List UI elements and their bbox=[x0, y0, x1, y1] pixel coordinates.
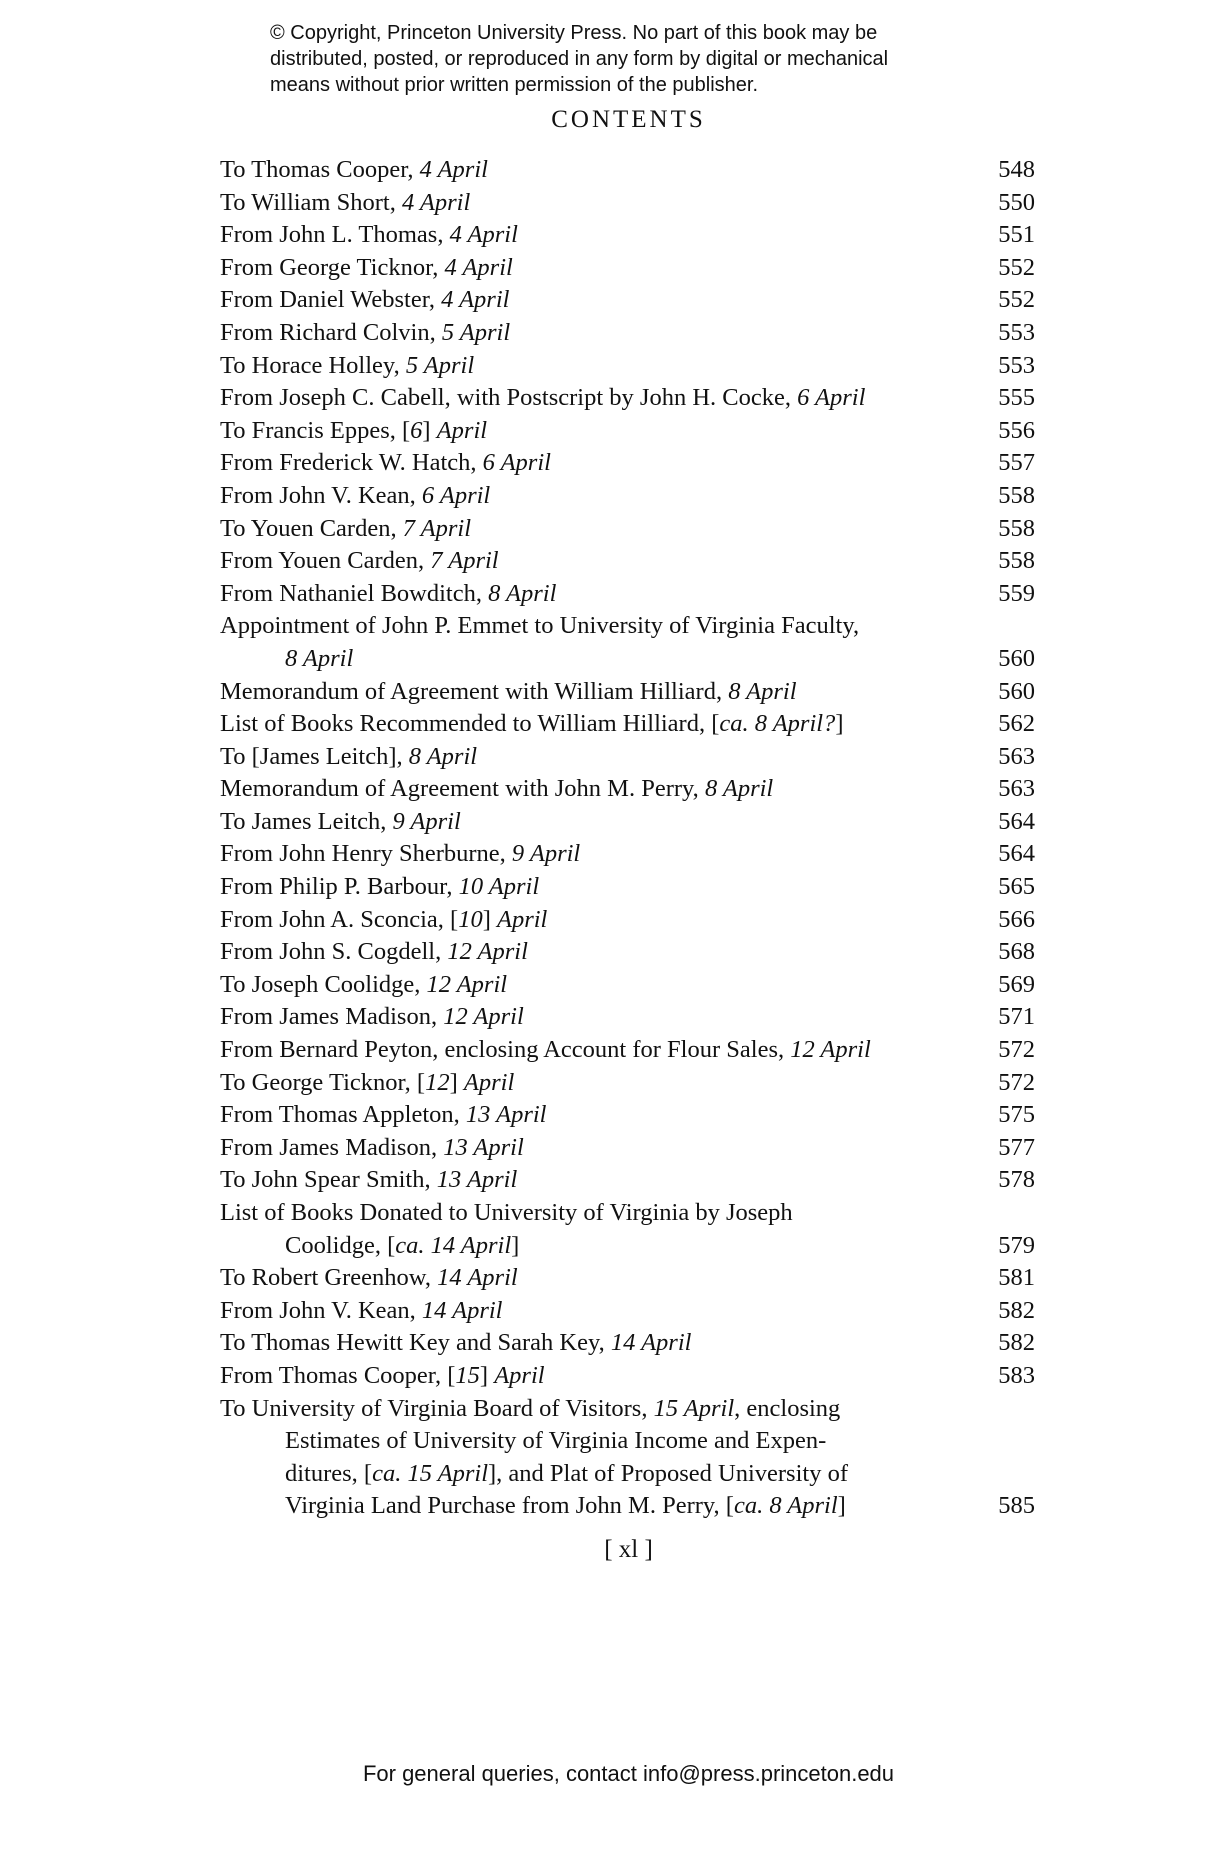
toc-entry-page: 578 bbox=[998, 1166, 1035, 1194]
toc-entry bbox=[220, 415, 1035, 448]
toc-entry-text: ] bbox=[837, 1492, 846, 1520]
toc-entry-text: Memorandum of Agreement with John M. Perry, bbox=[220, 775, 705, 803]
toc-entry-page: 582 bbox=[998, 1329, 1035, 1357]
toc-entry-text: , enclosing bbox=[734, 1394, 841, 1422]
toc-entry-text: To University of Virginia Board of Visitors, bbox=[220, 1394, 654, 1422]
toc-entry-date: 8 April bbox=[285, 644, 354, 672]
toc-entry bbox=[220, 969, 1035, 1002]
toc-entry-title bbox=[220, 643, 353, 676]
toc-entry-line bbox=[220, 610, 1035, 643]
toc-entry-title bbox=[220, 154, 488, 187]
toc-entry-date: 8 April bbox=[704, 775, 774, 803]
toc-entry bbox=[220, 741, 1035, 774]
toc-entry-text: To William Short, bbox=[220, 188, 402, 216]
toc-entry-date: 8 April bbox=[408, 742, 478, 770]
toc-entry bbox=[220, 806, 1035, 839]
toc-entry-title bbox=[220, 1001, 524, 1034]
toc-entry-page: 563 bbox=[998, 775, 1035, 803]
toc-entry-page: 568 bbox=[998, 938, 1035, 966]
toc-entry-text: Estimates of University of Virginia Income and Expen- bbox=[285, 1427, 827, 1455]
toc-entry-text: From Nathaniel Bowditch, bbox=[220, 579, 489, 607]
toc-entry-page: 560 bbox=[998, 644, 1035, 672]
toc-entry-date: ca. 8 April? bbox=[719, 710, 836, 738]
toc-entry-page: 572 bbox=[998, 1068, 1035, 1096]
toc-entry-page: 559 bbox=[998, 579, 1035, 607]
toc-entry-line bbox=[220, 806, 1035, 839]
toc-entry bbox=[220, 1262, 1035, 1295]
copyright-line: © Copyright, Princeton University Press. No part of this book may be bbox=[270, 22, 878, 44]
toc-entry-title bbox=[220, 1458, 848, 1491]
toc-entry-title bbox=[220, 708, 843, 741]
toc-entry-date: 12 April bbox=[426, 970, 508, 998]
toc-entry-page: 558 bbox=[998, 514, 1035, 542]
toc-entry-line bbox=[220, 317, 1035, 350]
toc-entry-title bbox=[220, 1034, 871, 1067]
toc-entry-page: 577 bbox=[998, 1133, 1035, 1161]
toc-entry-page: 563 bbox=[998, 742, 1035, 770]
toc-entry-date: 12 April bbox=[447, 938, 528, 966]
toc-entry-text: ] bbox=[482, 905, 497, 933]
toc-entry-title bbox=[220, 317, 510, 350]
toc-entry-text: To Joseph Coolidge, bbox=[220, 970, 427, 998]
toc-entry-date: 10 bbox=[458, 905, 483, 933]
toc-entry-title bbox=[220, 1067, 514, 1100]
toc-entry-page: 565 bbox=[998, 873, 1035, 901]
toc-entry-date: 6 April bbox=[482, 449, 551, 477]
toc-entry-line bbox=[220, 643, 1035, 676]
toc-entry-date: 13 April bbox=[465, 1101, 547, 1129]
toc-entry bbox=[220, 480, 1035, 513]
toc-entry-date: ca. 15 April bbox=[372, 1459, 489, 1487]
toc-entry-line bbox=[220, 1327, 1035, 1360]
toc-entry-date: 14 April bbox=[421, 1296, 503, 1324]
toc-entry-line bbox=[220, 1393, 1035, 1426]
toc-entry-text: To John Spear Smith, bbox=[220, 1166, 437, 1194]
toc-entry bbox=[220, 252, 1035, 285]
toc-entry bbox=[220, 708, 1035, 741]
toc-entry bbox=[220, 1034, 1035, 1067]
toc-entry-date: 7 April bbox=[402, 514, 472, 542]
toc-entry-date: 5 April bbox=[405, 351, 475, 379]
toc-entry-page: 555 bbox=[998, 384, 1035, 412]
toc-entry-line bbox=[220, 708, 1035, 741]
toc-entry bbox=[220, 219, 1035, 252]
toc-entry-date: 12 bbox=[425, 1068, 450, 1096]
toc-entry-text: To Youen Carden, bbox=[220, 514, 403, 542]
toc-entry bbox=[220, 904, 1035, 937]
toc-entry-title bbox=[220, 1132, 524, 1165]
toc-entry-line bbox=[220, 838, 1035, 871]
toc-entry-page: 575 bbox=[998, 1101, 1035, 1129]
toc-entry-line bbox=[220, 1001, 1035, 1034]
toc-entry-title bbox=[220, 284, 509, 317]
toc-entry-text: Coolidge, [ bbox=[285, 1231, 396, 1259]
toc-entry-line bbox=[220, 480, 1035, 513]
toc-entry-title bbox=[220, 969, 507, 1002]
toc-entry-text: From John Henry Sherburne, bbox=[220, 840, 512, 868]
toc-entry-date: 7 April bbox=[430, 547, 499, 575]
toc-entry bbox=[220, 284, 1035, 317]
toc-entry-date: 6 April bbox=[421, 481, 491, 509]
toc-entry-date: ca. 8 April bbox=[733, 1492, 838, 1520]
toc-entry-title bbox=[220, 1295, 502, 1328]
toc-entry-text: List of Books Donated to University of Virginia by Joseph bbox=[220, 1199, 793, 1226]
toc-entry-text: ], and Plat of Proposed University of bbox=[488, 1459, 848, 1487]
toc-entry-date: ca. 14 April bbox=[395, 1231, 512, 1259]
toc-entry-title bbox=[220, 871, 539, 904]
toc-entry-line bbox=[220, 1295, 1035, 1328]
toc-entry-line bbox=[220, 904, 1035, 937]
toc-entry-date: 15 bbox=[455, 1361, 480, 1389]
toc-entry-date: 15 April bbox=[653, 1394, 735, 1422]
toc-entry bbox=[220, 350, 1035, 383]
toc-entry-date: 12 April bbox=[790, 1036, 871, 1064]
toc-entry-page: 582 bbox=[998, 1296, 1035, 1324]
toc-entry-page: 583 bbox=[998, 1361, 1035, 1389]
toc-entry-date: 4 April bbox=[419, 156, 488, 183]
toc-entry-line bbox=[220, 187, 1035, 220]
toc-entry-text: From John V. Kean, bbox=[220, 481, 422, 509]
toc-entry-page: 579 bbox=[998, 1231, 1035, 1259]
toc-entry-date: 4 April bbox=[441, 286, 510, 314]
toc-entry-page: 553 bbox=[998, 318, 1035, 346]
toc-entry-line bbox=[220, 513, 1035, 546]
toc-entry-title bbox=[220, 350, 474, 383]
toc-entry bbox=[220, 838, 1035, 871]
toc-entry-line bbox=[220, 936, 1035, 969]
toc-entry-page: 553 bbox=[998, 351, 1035, 379]
toc-entry-title bbox=[220, 1230, 519, 1263]
toc-entry-line bbox=[220, 415, 1035, 448]
toc-entry-date: 4 April bbox=[449, 221, 518, 249]
toc-entry bbox=[220, 1001, 1035, 1034]
toc-entry-text: ] bbox=[422, 416, 437, 444]
toc-entry-page: 562 bbox=[998, 710, 1035, 738]
toc-entry-line bbox=[220, 545, 1035, 578]
toc-entry-page: 552 bbox=[998, 253, 1035, 281]
toc-entry-date: 10 April bbox=[458, 873, 540, 901]
toc-entry bbox=[220, 676, 1035, 709]
toc-entry-text: From Thomas Appleton, bbox=[220, 1101, 466, 1129]
toc-entry-title bbox=[220, 480, 490, 513]
toc-entry-line bbox=[220, 1197, 1035, 1230]
toc-entry-date: 8 April bbox=[728, 677, 797, 705]
toc-entry-page: 564 bbox=[998, 807, 1035, 835]
toc-entry-page: 550 bbox=[998, 188, 1035, 216]
toc-entry bbox=[220, 154, 1035, 187]
toc-entry-text: From Frederick W. Hatch, bbox=[220, 449, 483, 477]
toc-entry bbox=[220, 610, 1035, 675]
toc-entry bbox=[220, 1360, 1035, 1393]
toc-entry-line bbox=[220, 1425, 1035, 1458]
toc-entry-date: 9 April bbox=[392, 807, 461, 835]
toc-entry-line bbox=[220, 969, 1035, 1002]
toc-entry-text: Appointment of John P. Emmet to University of Virginia Faculty, bbox=[220, 612, 860, 640]
toc-entry bbox=[220, 447, 1035, 480]
toc-entry-page: 556 bbox=[998, 416, 1035, 444]
toc-entry-text: From George Ticknor, bbox=[220, 253, 445, 281]
toc-entry-date: 5 April bbox=[441, 318, 511, 346]
toc-entry-line bbox=[220, 578, 1035, 611]
toc-entry bbox=[220, 513, 1035, 546]
toc-entry-title bbox=[220, 1197, 793, 1230]
toc-entry-date: April bbox=[494, 1361, 545, 1389]
toc-entry-line bbox=[220, 1099, 1035, 1132]
toc-entry-text: To Thomas Hewitt Key and Sarah Key, bbox=[220, 1329, 611, 1357]
toc-entry-title bbox=[220, 1327, 691, 1360]
toc-entry-page: 558 bbox=[998, 547, 1035, 575]
toc-entry-title bbox=[220, 187, 470, 220]
toc-entry-date: 4 April bbox=[401, 188, 471, 216]
toc-entry-page: 548 bbox=[998, 156, 1035, 183]
toc-entry-text: From James Madison, bbox=[220, 1133, 444, 1161]
toc-entry-title bbox=[220, 513, 471, 546]
toc-entry-title bbox=[220, 219, 518, 252]
toc-entry bbox=[220, 773, 1035, 806]
toc-entry-text: From Richard Colvin, bbox=[220, 318, 442, 346]
toc-entry-text: List of Books Recommended to William Hilliard, [ bbox=[220, 710, 720, 738]
toc-entry-line bbox=[220, 1458, 1035, 1491]
toc-entry bbox=[220, 1132, 1035, 1165]
toc-entry-text: ] bbox=[449, 1068, 464, 1096]
toc-entry-line bbox=[220, 1132, 1035, 1165]
toc-entry-page: 572 bbox=[998, 1036, 1035, 1064]
toc-entry-line bbox=[220, 773, 1035, 806]
toc-entry bbox=[220, 187, 1035, 220]
toc-entry-title bbox=[220, 382, 865, 415]
toc-entry-title bbox=[220, 1262, 518, 1295]
toc-entry-title bbox=[220, 578, 556, 611]
toc-entry-text: From Joseph C. Cabell, with Postscript by John H. Cocke, bbox=[220, 384, 798, 412]
toc-entry-page: 558 bbox=[998, 481, 1035, 509]
toc-entry-title bbox=[220, 904, 547, 937]
toc-entry-line bbox=[220, 219, 1035, 252]
table-of-contents bbox=[220, 154, 1035, 1523]
toc-entry-text: To George Ticknor, [ bbox=[220, 1068, 426, 1096]
toc-entry-line bbox=[220, 350, 1035, 383]
toc-entry-text: ] bbox=[835, 710, 844, 738]
toc-entry-text: From James Madison, bbox=[220, 1003, 444, 1031]
toc-entry-text: ditures, [ bbox=[285, 1459, 373, 1487]
toc-entry-line bbox=[220, 1067, 1035, 1100]
page-title: CONTENTS bbox=[551, 106, 706, 133]
toc-entry-line bbox=[220, 871, 1035, 904]
toc-entry bbox=[220, 382, 1035, 415]
toc-entry-title bbox=[220, 1164, 517, 1197]
toc-entry bbox=[220, 1099, 1035, 1132]
toc-entry-text: From John A. Sconcia, [ bbox=[220, 905, 459, 933]
toc-entry-text: To James Leitch, bbox=[220, 807, 393, 835]
toc-entry-text: From John S. Cogdell, bbox=[220, 938, 448, 966]
toc-entry bbox=[220, 1067, 1035, 1100]
copyright-line: means without prior written permission of the publisher. bbox=[270, 74, 759, 96]
toc-entry-page: 551 bbox=[998, 221, 1035, 249]
toc-entry-title bbox=[220, 1425, 826, 1458]
toc-entry bbox=[220, 936, 1035, 969]
toc-entry bbox=[220, 1295, 1035, 1328]
toc-entry bbox=[220, 578, 1035, 611]
copyright-line: distributed, posted, or reproduced in any form by digital or mechanical bbox=[270, 48, 889, 70]
toc-entry-title bbox=[220, 610, 859, 643]
toc-entry-line bbox=[220, 1360, 1035, 1393]
toc-entry-title bbox=[220, 1490, 846, 1523]
toc-entry-text: ] bbox=[511, 1231, 520, 1259]
toc-entry-line bbox=[220, 741, 1035, 774]
toc-entry-line bbox=[220, 1164, 1035, 1197]
toc-entry-text: Virginia Land Purchase from John M. Perry, [ bbox=[285, 1492, 734, 1520]
toc-entry-date: 4 April bbox=[444, 253, 513, 281]
toc-entry-date: 6 April bbox=[797, 384, 866, 412]
toc-entry-text: From Bernard Peyton, enclosing Account for Flour Sales, bbox=[220, 1036, 791, 1064]
toc-entry-page: 585 bbox=[998, 1492, 1035, 1520]
toc-entry-title bbox=[220, 415, 487, 448]
toc-entry-title bbox=[220, 1393, 840, 1426]
toc-entry-text: From John V. Kean, bbox=[220, 1296, 422, 1324]
toc-entry-text: Memorandum of Agreement with William Hilliard, bbox=[220, 677, 729, 705]
toc-entry-date: 13 April bbox=[436, 1166, 518, 1194]
page-number: [ xl ] bbox=[604, 1536, 653, 1563]
toc-entry-text: From Philip P. Barbour, bbox=[220, 873, 459, 901]
toc-entry-page: 560 bbox=[998, 677, 1035, 705]
toc-entry-date: 12 April bbox=[443, 1003, 524, 1031]
toc-entry-line bbox=[220, 284, 1035, 317]
toc-entry-date: 9 April bbox=[511, 840, 581, 868]
toc-entry-title bbox=[220, 545, 499, 578]
toc-entry bbox=[220, 1393, 1035, 1523]
toc-entry-line bbox=[220, 382, 1035, 415]
footer-contact: For general queries, contact info@press.princeton.edu bbox=[362, 1761, 895, 1786]
toc-entry-title bbox=[220, 447, 551, 480]
toc-entry-page: 581 bbox=[998, 1264, 1035, 1292]
toc-entry-line bbox=[220, 447, 1035, 480]
toc-entry-title bbox=[220, 676, 797, 709]
toc-entry-date: April bbox=[463, 1068, 515, 1096]
toc-entry-text: To Thomas Cooper, bbox=[220, 156, 420, 183]
toc-entry-text: ] bbox=[479, 1361, 495, 1389]
toc-entry-date: 6 bbox=[410, 416, 423, 444]
toc-entry-title bbox=[220, 773, 773, 806]
toc-entry-page: 552 bbox=[998, 286, 1035, 314]
toc-entry-title bbox=[220, 1099, 546, 1132]
toc-entry-line bbox=[220, 1490, 1035, 1523]
toc-entry-date: April bbox=[436, 416, 488, 444]
toc-entry bbox=[220, 871, 1035, 904]
toc-entry-date: 13 April bbox=[443, 1133, 524, 1161]
toc-entry-page: 557 bbox=[998, 449, 1035, 477]
toc-entry-text: To Horace Holley, bbox=[220, 351, 406, 379]
toc-entry-page: 564 bbox=[998, 840, 1035, 868]
toc-entry-date: 14 April bbox=[437, 1264, 518, 1292]
copyright-notice bbox=[270, 20, 1030, 98]
toc-entry-date: April bbox=[496, 905, 548, 933]
toc-entry-title bbox=[220, 741, 477, 774]
toc-entry-date: 14 April bbox=[610, 1329, 692, 1357]
toc-entry-line bbox=[220, 1034, 1035, 1067]
toc-entry-title bbox=[220, 936, 528, 969]
toc-entry bbox=[220, 317, 1035, 350]
toc-entry-page: 569 bbox=[998, 970, 1035, 998]
toc-entry-page: 566 bbox=[998, 905, 1035, 933]
toc-entry-text: From Thomas Cooper, [ bbox=[220, 1361, 456, 1389]
toc-entry-text: To Robert Greenhow, bbox=[220, 1264, 438, 1292]
toc-entry bbox=[220, 1197, 1035, 1262]
toc-entry-title bbox=[220, 838, 580, 871]
toc-entry-text: To Francis Eppes, [ bbox=[220, 416, 411, 444]
toc-entry-date: 8 April bbox=[488, 579, 557, 607]
toc-entry-line bbox=[220, 676, 1035, 709]
toc-entry-line bbox=[220, 1230, 1035, 1263]
toc-entry-line bbox=[220, 1262, 1035, 1295]
toc-entry-title bbox=[220, 252, 513, 285]
toc-entry-title bbox=[220, 1360, 545, 1393]
toc-entry-line bbox=[220, 252, 1035, 285]
toc-entry bbox=[220, 545, 1035, 578]
toc-entry-page: 571 bbox=[998, 1003, 1035, 1031]
toc-entry bbox=[220, 1164, 1035, 1197]
toc-entry-text: From Daniel Webster, bbox=[220, 286, 442, 314]
toc-entry-text: From Youen Carden, bbox=[220, 547, 431, 575]
toc-entry-title bbox=[220, 806, 461, 839]
toc-entry-text: From John L. Thomas, bbox=[220, 221, 450, 249]
toc-entry bbox=[220, 1327, 1035, 1360]
toc-entry-text: To [James Leitch], bbox=[220, 742, 409, 770]
toc-entry-line bbox=[220, 154, 1035, 187]
